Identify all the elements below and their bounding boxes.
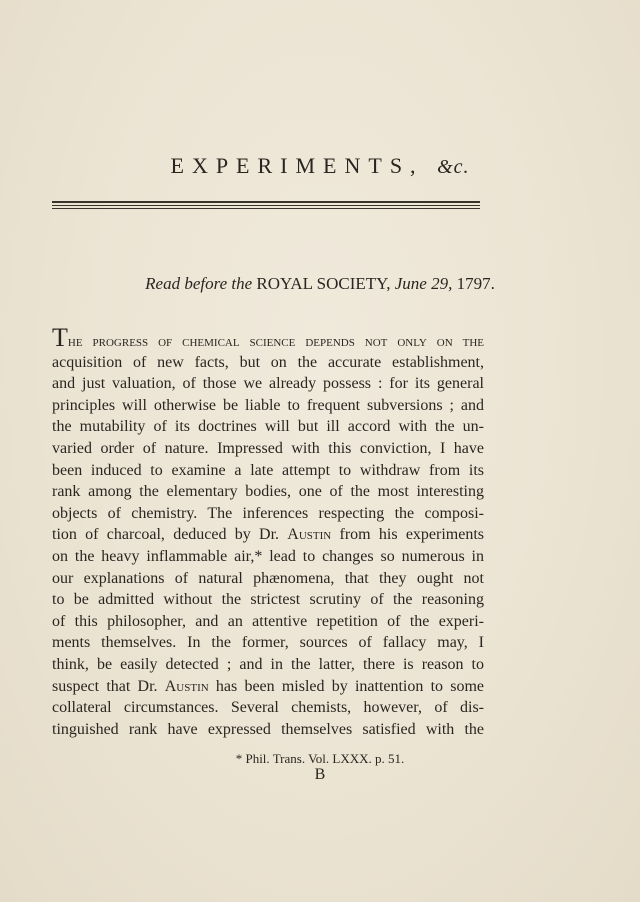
body-paragraph: [52, 323, 485, 740]
text-line-5: the mutability of its doctrines will but ill accord with the un-: [52, 418, 484, 436]
text-line-7: been induced to examine a late attempt to withdraw from its: [52, 461, 484, 479]
read-before-text: Read before the: [145, 274, 253, 293]
text-line-16: think, be easily detected ; and in the latter, there is reason to: [52, 655, 484, 673]
chapter-title: [0, 152, 640, 181]
title-rule-thin-1: [52, 205, 480, 206]
text-line-6: varied order of nature. Impressed with this conviction, I have: [52, 439, 484, 457]
title-rule-thin-2: [52, 208, 480, 209]
author-name: Austin: [287, 526, 332, 544]
text-line-1: The progress of chemical science depends not only on the: [52, 323, 484, 352]
text-line-9: objects of chemistry. The inferences respecting the composi-: [52, 504, 484, 522]
society-name: ROYAL SOCIETY,: [256, 274, 391, 293]
text-line-17: suspect that Dr. Austin has been misled by inattention to some: [52, 677, 485, 695]
read-before-line: [0, 272, 640, 296]
author-name: Austin: [164, 677, 209, 695]
text-line-11: on the heavy inflammable air,* lead to changes so numerous in: [52, 547, 484, 565]
signature-mark: B: [314, 766, 326, 783]
chapter-title-etc: &c.: [437, 156, 470, 178]
text-line-8: rank among the elementary bodies, one of the most interesting: [52, 483, 484, 501]
text-line-19: tinguished rank have expressed themselves satisfied with the: [52, 720, 484, 738]
text-line-2: acquisition of new facts, but on the accurate establishment,: [52, 353, 484, 371]
text-line-14: of this philosopher, and an attentive repetition of the experi-: [52, 612, 484, 630]
chapter-title-main: EXPERIMENTS,: [170, 153, 424, 178]
footnote: * Phil. Trans. Vol. LXXX. p. 51.: [235, 751, 405, 766]
text-line-3: and just valuation, of those we already possess : for its general: [52, 375, 484, 393]
text-line-15: ments themselves. In the former, sources of fallacy may, I: [52, 634, 484, 652]
text-line-4: principles will otherwise be liable to frequent subversions ; and: [52, 396, 484, 414]
drop-cap: T: [52, 323, 68, 352]
text-line-13: to be admitted without the strictest scrutiny of the reasoning: [52, 591, 484, 609]
text-line-10: tion of charcoal, deduced by Dr. Austin from his experiments: [52, 526, 485, 544]
read-year: 1797.: [456, 274, 495, 293]
read-date: June 29,: [394, 274, 453, 293]
title-rule-thick: [52, 201, 480, 203]
text-line-12: our explanations of natural phænomena, that they ought not: [52, 569, 484, 587]
text-line-18: collateral circumstances. Several chemists, however, of dis-: [52, 699, 484, 717]
